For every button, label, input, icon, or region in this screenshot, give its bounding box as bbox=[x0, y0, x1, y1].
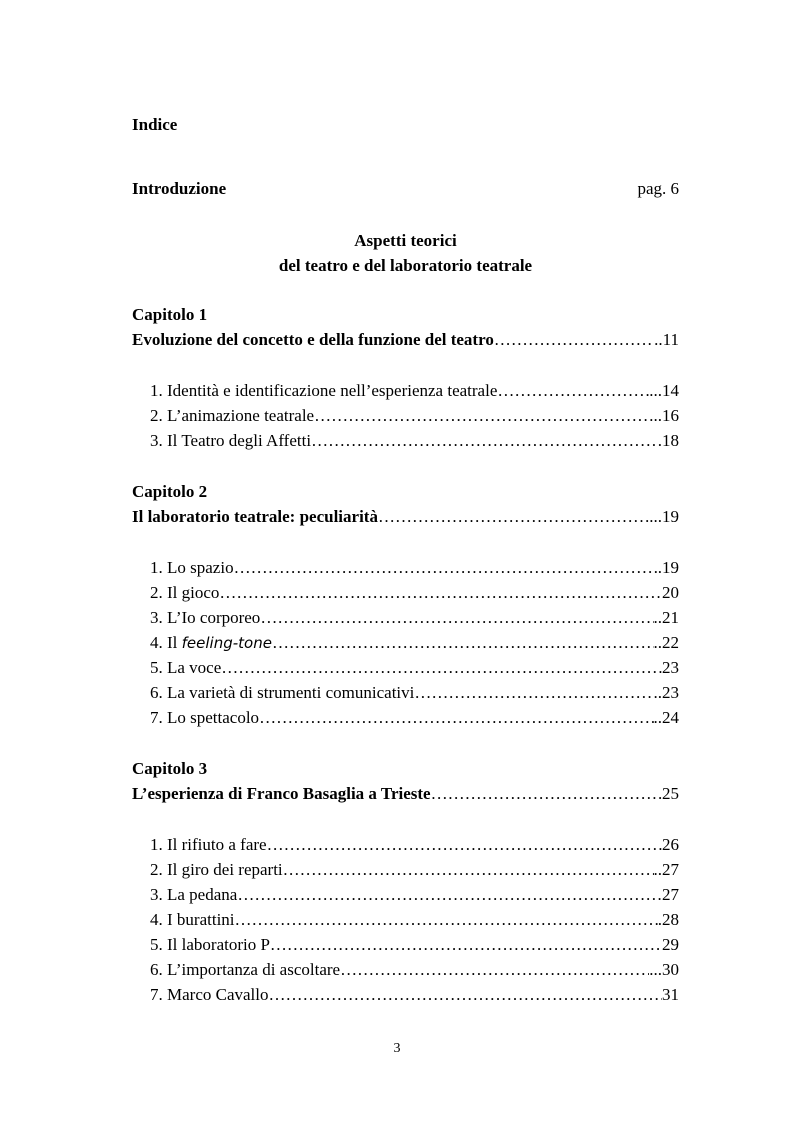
chapter-3-page: 25 bbox=[662, 784, 679, 803]
part-title-line2: del teatro e del laboratorio teatrale bbox=[278, 256, 533, 275]
toc-item[interactable]: 6. L’importanza di ascoltare ……………………………………………………………………………………………………………………………………………………………… ...30 bbox=[150, 959, 679, 981]
chapter-1-title-row[interactable] bbox=[132, 329, 679, 351]
toc-item[interactable]: 3. Il Teatro degli Affetti ……………………………………………………………………………………………………………………………………………………………… .18 bbox=[150, 430, 679, 452]
introduction-page: pag. 6 bbox=[637, 179, 679, 198]
introduction-label: Introduzione bbox=[132, 179, 227, 198]
part-title-line1: Aspetti teorici bbox=[354, 231, 457, 250]
chapter-2-page: ...19 bbox=[649, 507, 679, 526]
chapter-2-label: Capitolo 2 bbox=[132, 482, 208, 501]
toc-item[interactable]: 2. Il giro dei reparti ……………………………………………………………………………………………………………………………………………………………… ..27 bbox=[150, 859, 679, 881]
chapter-1-page: ..11 bbox=[654, 330, 679, 349]
toc-item[interactable]: 7. Marco Cavallo ……………………………………………………………………………………………………………………………………………………………… 31 bbox=[150, 984, 679, 1006]
chapter-3-title: L’esperienza di Franco Basaglia a Trieste bbox=[132, 784, 431, 803]
toc-introduction[interactable] bbox=[132, 178, 679, 200]
toc-item[interactable]: 7. Lo spettacolo ……………………………………………………………………………………………………………………………………………………………… ..24 bbox=[150, 707, 679, 729]
toc-item[interactable]: 5. La voce ……………………………………………………………………………………………………………………………………………………………… 23 bbox=[150, 657, 679, 679]
chapter-2-title: Il laboratorio teatrale: peculiarità bbox=[132, 507, 378, 526]
chapter-3-title-row[interactable] bbox=[132, 783, 679, 805]
chapter-3-label: Capitolo 3 bbox=[132, 759, 208, 778]
chapter-1-title: Evoluzione del concetto e della funzione del teatro bbox=[132, 330, 494, 349]
toc-item[interactable]: 2. Il gioco ……………………………………………………………………………………………………………………………………………………………… 20 bbox=[150, 582, 679, 604]
toc-item[interactable]: 3. L’Io corporeo ……………………………………………………………………………………………………………………………………………………………… ..21 bbox=[150, 607, 679, 629]
page-number: 3 bbox=[393, 1041, 401, 1056]
toc-item[interactable]: 4. I burattini ……………………………………………………………………………………………………………………………………………………………… .28 bbox=[150, 909, 679, 931]
chapter-2-title-row[interactable] bbox=[132, 506, 679, 528]
toc-item[interactable]: 4. Il feeling-tone ……………………………………………………………………………………………………………………………………………………………… ..22 bbox=[150, 632, 679, 654]
toc-item[interactable]: 1. Il rifiuto a fare ……………………………………………………………………………………………………………………………………………………………… 26 bbox=[150, 834, 679, 856]
toc-item[interactable]: 1. Identità e identificazione nell’esperienza teatrale ……………………………………………………………………………………………………………………………………………………………… ...14 bbox=[150, 380, 679, 402]
chapter-1-label: Capitolo 1 bbox=[132, 305, 208, 324]
toc-item[interactable]: 3. La pedana ……………………………………………………………………………………………………………………………………………………………… 27 bbox=[150, 884, 679, 906]
toc-item[interactable]: 6. La varietà di strumenti comunicativi ……………………………………………………………………………………………………………………………………………………………… ..23 bbox=[150, 682, 679, 704]
toc-item[interactable]: 5. Il laboratorio P ……………………………………………………………………………………………………………………………………………………………… 29 bbox=[150, 934, 679, 956]
toc-item[interactable]: 2. L’animazione teatrale ……………………………………………………………………………………………………………………………………………………………… ..16 bbox=[150, 405, 679, 427]
index-heading: Indice bbox=[132, 115, 178, 134]
toc-item[interactable]: 1. Lo spazio ……………………………………………………………………………………………………………………………………………………………… .19 bbox=[150, 557, 679, 579]
